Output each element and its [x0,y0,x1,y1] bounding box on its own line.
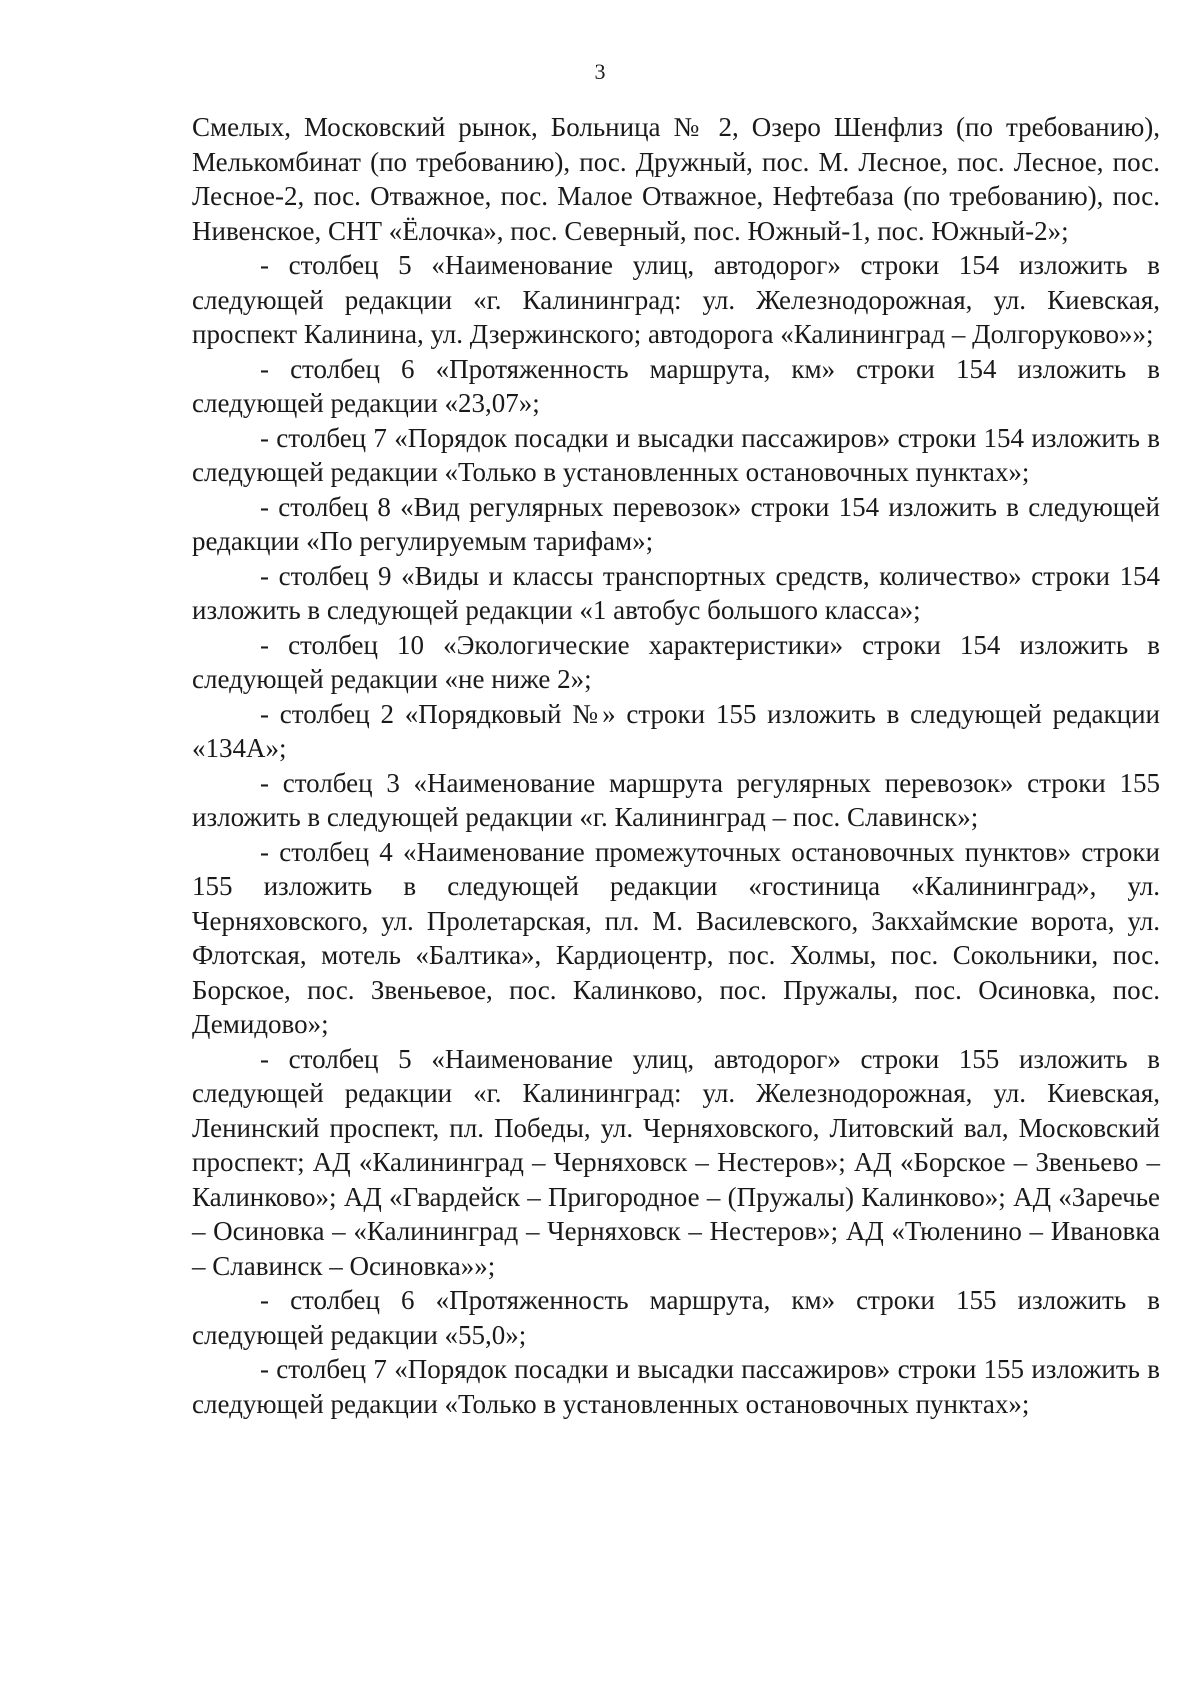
paragraph-col10-row154: - столбец 10 «Экологические характеристики» строки 154 изложить в следующей редакции «не ниже 2»; [192,629,1160,694]
paragraph-continuation: Смелых, Московский рынок, Больница № 2, Озеро Шенфлиз (по требованию), Мелькомбинат (по требованию), пос. Дружный, пос. М. Лесное, пос. Лесное, пос. Лесное-2, пос. Отважное, пос. Малое Отважное, Нефтебаза (по требованию), пос. Нивенское, СНТ «Ёлочка», пос. Северный, пос. Южный-1, пос. Южный-2»; [192,112,1160,246]
paragraph-col6-row155: - столбец 6 «Протяженность маршрута, км» строки 155 изложить в следующей редакции «55,0»; [192,1285,1160,1350]
paragraph-col3-row155: - столбец 3 «Наименование маршрута регулярных перевозок» строки 155 изложить в следующей редакции «г. Калининград – пос. Славинск»; [192,767,1160,832]
paragraph-col5-row154: - столбец 5 «Наименование улиц, автодорог» строки 154 изложить в следующей редакции «г. Калининград: ул. Железнодорожная, ул. Киевская, проспект Калинина, ул. Дзержинского; автодорога «Калининград – Долгоруково»»; [192,250,1160,349]
document-body [192,110,1160,1421]
paragraph-col2-row155: - столбец 2 «Порядковый №» строки 155 изложить в следующей редакции «134А»; [192,698,1160,763]
paragraph-col7-row154: - столбец 7 «Порядок посадки и высадки пассажиров» строки 154 изложить в следующей редакции «Только в установленных остановочных пунктах»; [192,422,1160,487]
paragraph-col6-row154: - столбец 6 «Протяженность маршрута, км» строки 154 изложить в следующей редакции «23,07»; [192,353,1160,418]
paragraph-col5-row155: - столбец 5 «Наименование улиц, автодорог» строки 155 изложить в следующей редакции «г. Калининград: ул. Железнодорожная, ул. Киевская, Ленинский проспект, пл. Победы, ул. Черняховского, Литовский вал, Московский проспект; АД «Калининград – Черняховск – Нестеров»; АД «Борское – Звеньево – Калинково»; АД «Гвардейск – Пригородное – (Пружалы) Калинково»; АД «Заречье – Осиновка – «Калининград – Черняховск – Нестеров»; АД «Тюленино – Ивановка – Славинск – Осиновка»»; [192,1043,1160,1281]
page-number: 3 [594,59,606,84]
paragraph-col8-row154: - столбец 8 «Вид регулярных перевозок» строки 154 изложить в следующей редакции «По регулируемым тарифам»; [192,491,1160,556]
paragraph-col7-row155: - столбец 7 «Порядок посадки и высадки пассажиров» строки 155 изложить в следующей редакции «Только в установленных остановочных пунктах»; [192,1354,1160,1419]
paragraph-col9-row154: - столбец 9 «Виды и классы транспортных средств, количество» строки 154 изложить в следующей редакции «1 автобус большого класса»; [192,560,1160,625]
paragraph-col4-row155: - столбец 4 «Наименование промежуточных остановочных пунктов» строки 155 изложить в следующей редакции «гостиница «Калининград», ул. Черняховского, ул. Пролетарская, пл. М. Василевского, Закхаймские ворота, ул. Флотская, мотель «Балтика», Кардиоцентр, пос. Холмы, пос. Сокольники, пос. Борское, пос. Звеньевое, пос. Калинково, пос. Пружалы, пос. Осиновка, пос. Демидово»; [192,836,1160,1039]
